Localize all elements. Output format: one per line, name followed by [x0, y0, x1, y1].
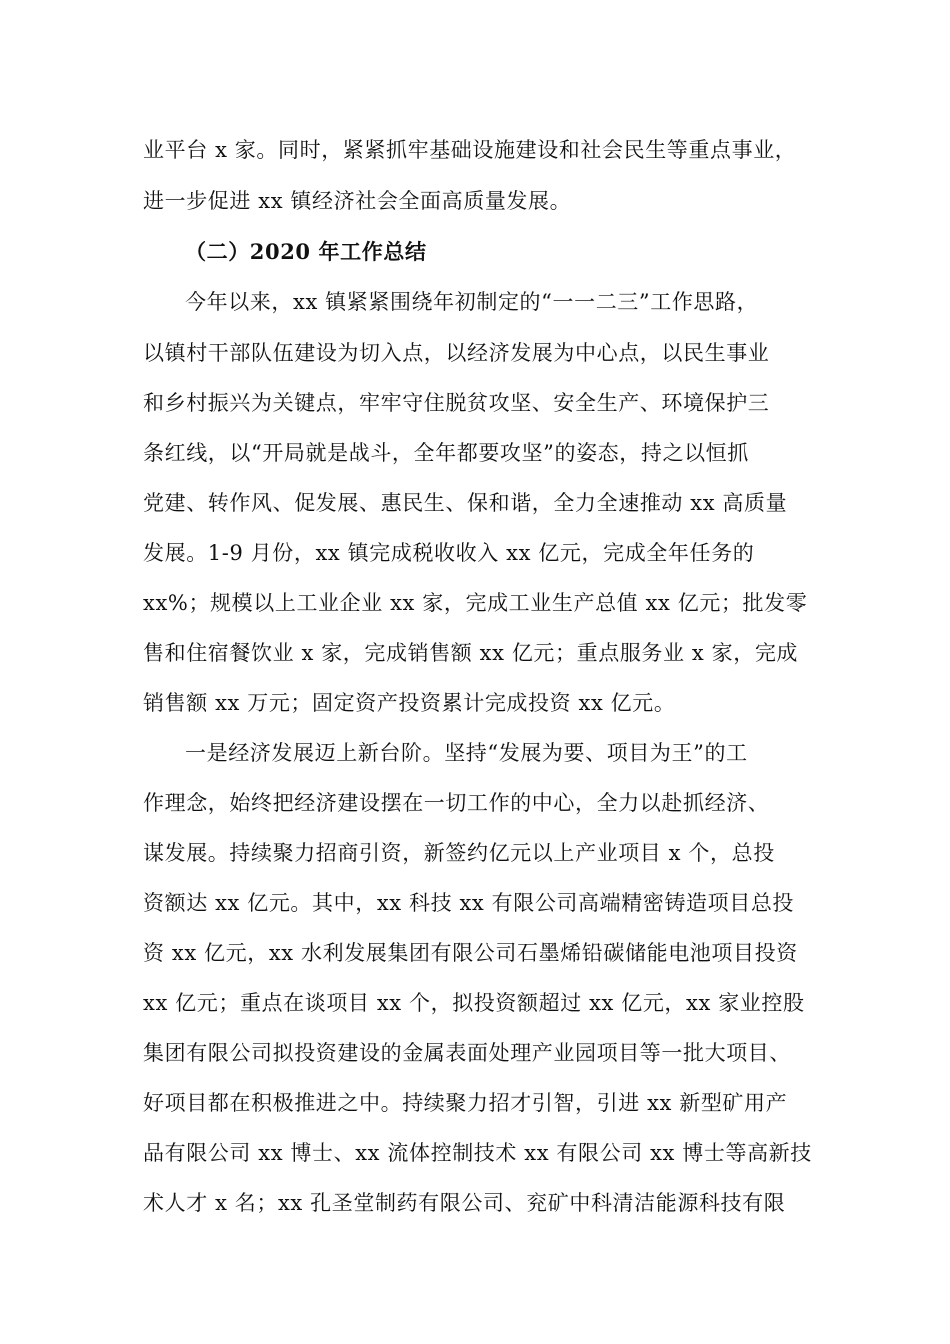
body-line: 条红线，以“开局就是战斗，全年都要攻坚”的姿态，持之以恒抓 — [143, 441, 749, 465]
body-line: 和乡村振兴为关键点，牢牢守住脱贫攻坚、安全生产、环境保护三 — [143, 391, 770, 415]
body-line: xx%；规模以上工业企业 xx 家，完成工业生产总值 xx 亿元；批发零 — [143, 591, 808, 615]
body-line: 资额达 xx 亿元。其中，xx 科技 xx 有限公司高端精密铸造项目总投 — [143, 891, 795, 915]
section-heading: （二）2020 年工作总结 — [185, 239, 427, 264]
body-line: 以镇村干部队伍建设为切入点，以经济发展为中心点，以民生事业 — [143, 341, 770, 365]
body-line: 党建、转作风、促发展、惠民生、保和谐，全力全速推动 xx 高质量 — [143, 491, 788, 515]
body-line: 销售额 xx 万元；固定资产投资累计完成投资 xx 亿元。 — [143, 691, 676, 715]
body-line: 品有限公司 xx 博士、xx 流体控制技术 xx 有限公司 xx 博士等高新技 — [143, 1141, 812, 1165]
body-line: 今年以来，xx 镇紧紧围绕年初制定的“一一二三”工作思路， — [185, 290, 759, 314]
body-line: 好项目都在积极推进之中。持续聚力招才引智，引进 xx 新型矿用产 — [143, 1091, 788, 1115]
body-line: 发展。1-9 月份，xx 镇完成税收收入 xx 亿元，完成全年任务的 — [143, 541, 755, 565]
body-line: 资 xx 亿元，xx 水利发展集团有限公司石墨烯铅碳储能电池项目投资 — [143, 941, 798, 965]
body-line: 谋发展。持续聚力招商引资，新签约亿元以上产业项目 x 个，总投 — [143, 841, 775, 865]
body-line: 进一步促进 xx 镇经济社会全面高质量发展。 — [143, 189, 572, 213]
body-line: 售和住宿餐饮业 x 家，完成销售额 xx 亿元；重点服务业 x 家，完成 — [143, 641, 799, 665]
body-line: 业平台 x 家。同时，紧紧抓牢基础设施建设和社会民生等重点事业， — [143, 138, 797, 162]
body-line: xx 亿元；重点在谈项目 xx 个，拟投资额超过 xx 亿元，xx 家业控股 — [143, 991, 805, 1015]
body-line: 作理念，始终把经济建设摆在一切工作的中心，全力以赴抓经济、 — [143, 791, 770, 815]
body-line: 术人才 x 名；xx 孔圣堂制药有限公司、兖矿中科清洁能源科技有限 — [143, 1191, 786, 1215]
body-line: 一是经济发展迈上新台阶。坚持“发展为要、项目为王”的工 — [185, 741, 748, 765]
body-line: 集团有限公司拟投资建设的金属表面处理产业园项目等一批大项目、 — [143, 1041, 791, 1065]
